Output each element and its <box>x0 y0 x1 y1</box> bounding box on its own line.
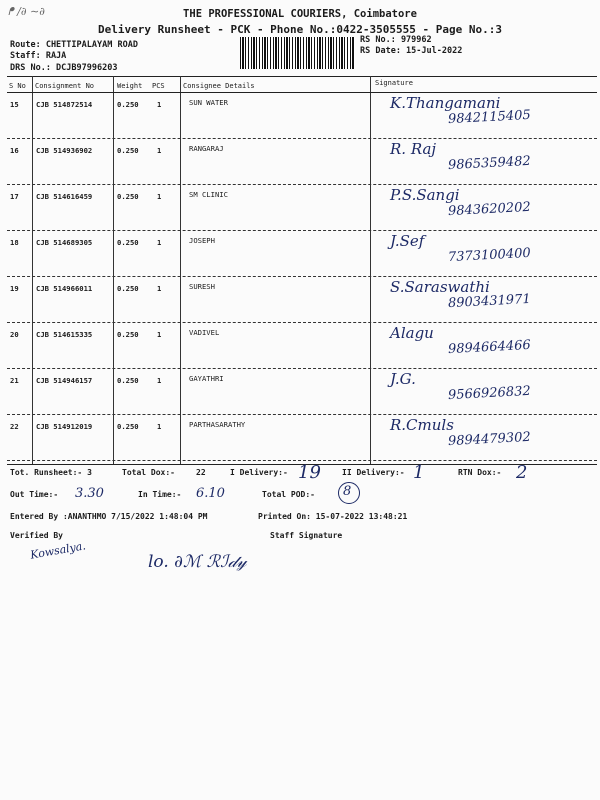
out-time-label: Out Time:- <box>10 490 59 499</box>
row-separator <box>7 138 597 139</box>
verified-by-label: Verified By <box>10 531 63 540</box>
row-signature-phone: 9865359482 <box>447 153 532 174</box>
row-pcs: 1 <box>157 100 162 109</box>
row-consignment-no: CJB 514936902 <box>36 146 93 155</box>
row-signature-name: S.Saraswathi <box>390 278 490 296</box>
drs-number: DRS No.: DCJB97996203 <box>10 63 118 73</box>
row-sno: 19 <box>10 284 19 293</box>
row-separator <box>7 230 597 231</box>
row-pcs: 1 <box>157 192 162 201</box>
row-separator <box>7 414 597 415</box>
row-pcs: 1 <box>157 330 162 339</box>
row-separator <box>7 276 597 277</box>
col-divider-pcs <box>180 76 181 464</box>
row-separator <box>7 368 597 369</box>
row-weight: 0.250 <box>117 146 139 155</box>
row-pcs: 1 <box>157 238 162 247</box>
rtn-dox-value: 2 <box>516 462 528 483</box>
header-pcs: PCS <box>152 82 165 90</box>
header-bottom-border <box>7 92 597 93</box>
header-weight: Weight <box>117 82 143 90</box>
row-sno: 21 <box>10 376 19 385</box>
row-consignment-no: CJB 514616459 <box>36 192 93 201</box>
header-signature: Signature <box>375 79 413 87</box>
row-consignment-no: CJB 514912019 <box>36 422 93 431</box>
col-divider-consignee <box>370 76 371 464</box>
out-time-value: 3.30 <box>75 486 104 501</box>
row-consignee: PARTHASARATHY <box>189 420 246 429</box>
ii-delivery-value: 1 <box>413 462 425 483</box>
row-sno: 20 <box>10 330 19 339</box>
barcode <box>240 37 355 69</box>
total-pod-value: 8 <box>343 484 352 499</box>
row-signature-phone: 9894664466 <box>447 337 532 358</box>
row-pcs: 1 <box>157 284 162 293</box>
row-signature-name: Alagu <box>390 324 434 342</box>
row-separator <box>7 184 597 185</box>
row-signature-phone: 9843620202 <box>447 199 532 220</box>
col-divider-sno <box>32 76 33 464</box>
total-dox-label: Total Dox:- <box>122 468 175 477</box>
row-weight: 0.250 <box>117 376 139 385</box>
row-sno: 22 <box>10 422 19 431</box>
row-signature-phone: 8903431971 <box>447 291 532 312</box>
header-sno: S No <box>9 82 26 90</box>
row-consignee: RANGARAJ <box>189 144 224 153</box>
row-weight: 0.250 <box>117 238 139 247</box>
row-consignee: SUN WATER <box>189 98 228 107</box>
row-signature-name: P.S.Sangi <box>390 186 460 204</box>
row-consignment-no: CJB 514966011 <box>36 284 93 293</box>
row-consignment-no: CJB 514689305 <box>36 238 93 247</box>
col-divider-consignment <box>113 76 114 464</box>
row-weight: 0.250 <box>117 192 139 201</box>
row-consignee: VADIVEL <box>189 328 220 337</box>
total-dox-value: 22 <box>196 468 206 477</box>
ii-delivery-label: II Delivery:- <box>342 468 405 477</box>
row-consignee: SURESH <box>189 282 215 291</box>
row-separator <box>7 460 597 461</box>
staff-label: Staff: RAJA <box>10 51 67 61</box>
row-signature-name: J.Sef <box>390 232 425 250</box>
row-weight: 0.250 <box>117 330 139 339</box>
row-consignee: GAYATHRI <box>189 374 224 383</box>
header-consignment: Consignment No <box>35 82 95 90</box>
in-time-label: In Time:- <box>138 490 182 499</box>
i-delivery-label: I Delivery:- <box>230 468 288 477</box>
row-consignment-no: CJB 514872514 <box>36 100 93 109</box>
row-sno: 18 <box>10 238 19 247</box>
total-runsheet: Tot. Runsheet:- 3 <box>10 468 92 477</box>
row-consignee: JOSEPH <box>189 236 215 245</box>
row-sno: 16 <box>10 146 19 155</box>
total-pod-label: Total POD:- <box>262 490 315 499</box>
row-separator <box>7 322 597 323</box>
row-signature-name: J.G. <box>390 370 416 388</box>
rtn-dox-label: RTN Dox:- <box>458 468 502 477</box>
entered-by: Entered By :ANANTHMO 7/15/2022 1:48:04 PM <box>10 512 208 521</box>
row-signature-phone: 9566926832 <box>447 383 532 404</box>
staff-signature-label: Staff Signature <box>270 531 343 540</box>
row-sno: 17 <box>10 192 19 201</box>
verified-signature: Kowsalya. <box>29 539 87 562</box>
rs-date: RS Date: 15-Jul-2022 <box>360 46 463 56</box>
rs-number: RS No.: 979962 <box>360 35 432 45</box>
company-title: THE PROFESSIONAL COURIERS, Coimbatore <box>183 8 417 20</box>
row-weight: 0.250 <box>117 100 139 109</box>
row-sno: 15 <box>10 100 19 109</box>
row-weight: 0.250 <box>117 422 139 431</box>
table-top-border <box>7 76 597 77</box>
i-delivery-value: 19 <box>298 462 321 483</box>
row-signature-phone: 9894479302 <box>447 429 532 450</box>
row-signature-name: R.Cmuls <box>390 416 454 434</box>
corner-scribble: ᖰ ∕∂ ∼∂ <box>8 5 45 18</box>
row-signature-name: K.Thangamani <box>390 94 501 112</box>
header-consignee: Consignee Details <box>183 82 255 90</box>
staff-signature-marks: lo. ∂ℳ ℛℐ𝒹𝓎 <box>148 552 247 572</box>
row-pcs: 1 <box>157 146 162 155</box>
runsheet-subtitle: Delivery Runsheet - PCK - Phone No.:0422-3505555 - Page No.:3 <box>98 23 502 36</box>
row-signature-phone: 7373100400 <box>447 245 532 266</box>
row-consignment-no: CJB 514615335 <box>36 330 93 339</box>
row-weight: 0.250 <box>117 284 139 293</box>
printed-on: Printed On: 15-07-2022 13:48:21 <box>258 512 408 521</box>
row-pcs: 1 <box>157 376 162 385</box>
in-time-value: 6.10 <box>196 486 225 501</box>
route-label: Route: CHETTIPALAYAM ROAD <box>10 40 138 50</box>
row-consignment-no: CJB 514946157 <box>36 376 93 385</box>
row-signature-name: R. Raj <box>390 140 437 158</box>
row-pcs: 1 <box>157 422 162 431</box>
row-consignee: SM CLINIC <box>189 190 228 199</box>
row-signature-phone: 9842115405 <box>447 107 532 128</box>
